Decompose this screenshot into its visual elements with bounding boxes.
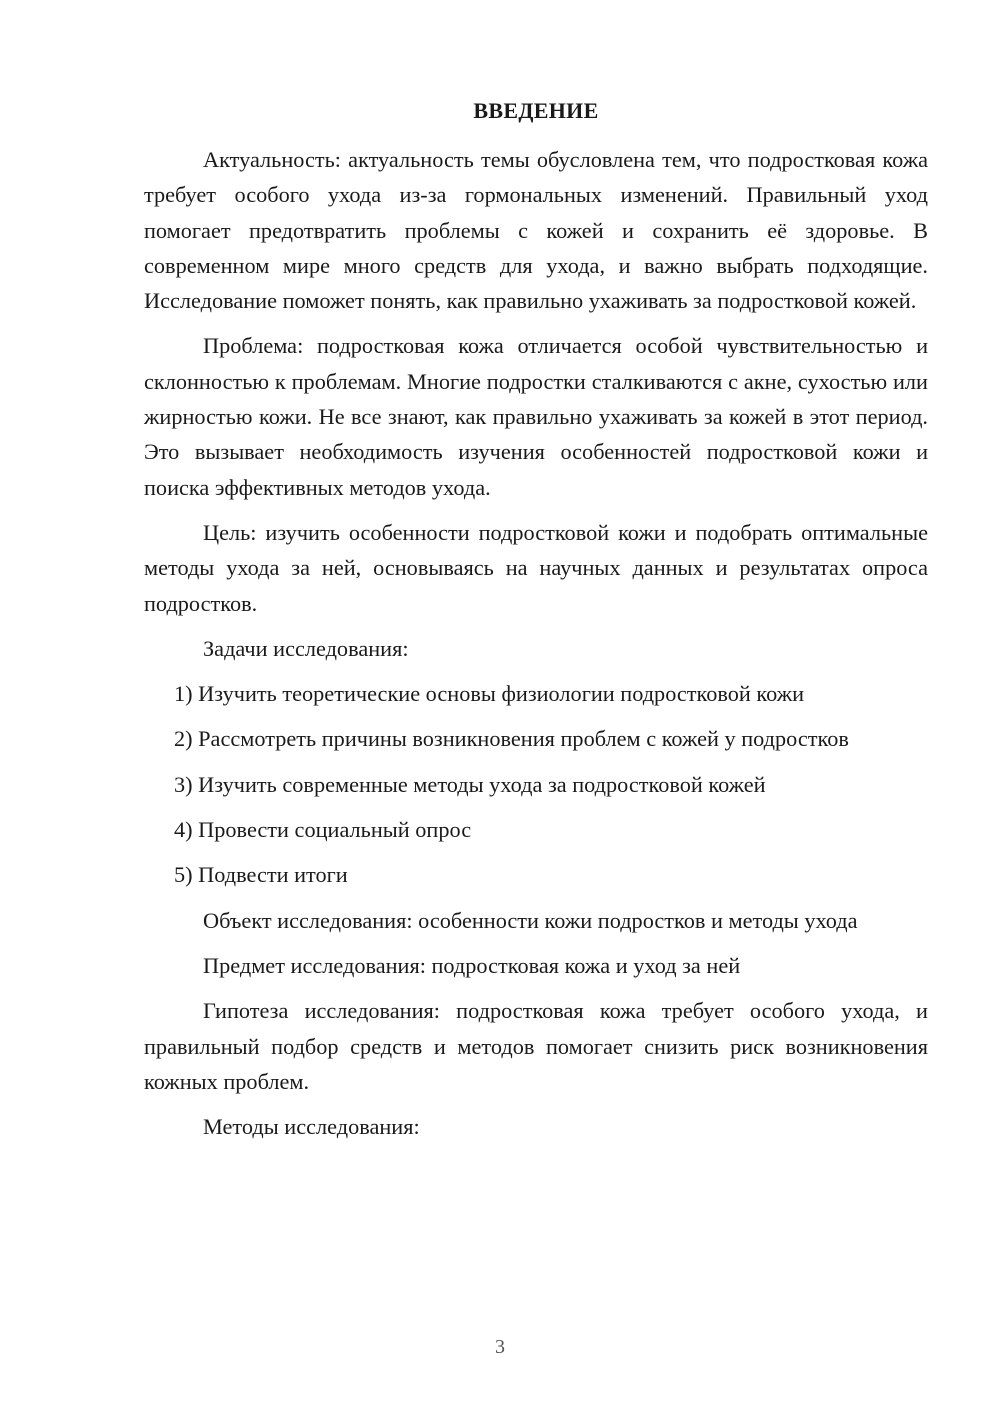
object-paragraph: Объект исследования: особенности кожи подростков и методы ухода [203, 907, 858, 933]
task-item: 4) Провести социальный опрос [174, 817, 472, 843]
document-body [144, 142, 928, 1144]
problem-paragraph: Проблема: подростковая кожа отличается особой чувствительностью и склонностью к проблемам. Многие подростки сталкиваются с акне, сухостью или жирностью кожи. Не все знают, как правильно ухаживать за кожей в этот период. Это вызывает необходимость изучения особенностей подростковой кожи и поиска эффективных методов ухода. [144, 333, 928, 500]
task-item: 3) Изучить современные методы ухода за подростковой кожей [174, 771, 766, 797]
section-title: ВВЕДЕНИЕ [473, 98, 599, 123]
task-item: 5) Подвести итоги [174, 862, 348, 888]
goal-paragraph: Цель: изучить особенности подростковой кожи и подобрать оптимальные методы ухода за ней, основываясь на научных данных и результатах опроса подростков. [144, 519, 928, 616]
hypothesis-paragraph: Гипотеза исследования: подростковая кожа требует особого ухода, и правильный подбор средств и методов помогает снизить риск возникновения кожных проблем. [144, 998, 928, 1094]
methods-heading: Методы исследования: [203, 1114, 420, 1140]
page-number: 3 [495, 1336, 505, 1358]
subject-paragraph: Предмет исследования: подростковая кожа и уход за ней [203, 952, 741, 978]
relevance-paragraph: Актуальность: актуальность темы обусловлена тем, что подростковая кожа требует особого ухода из-за гормональных изменений. Правильный уход помогает предотвратить проблемы с кожей и сохранить её здоровье. В современном мире много средств для ухода, и важно выбрать подходящие. Исследование поможет понять, как правильно ухаживать за подростковой кожей. [144, 147, 928, 314]
tasks-heading: Задачи исследования: [203, 635, 409, 661]
task-item: 1) Изучить теоретические основы физиологии подростковой кожи [174, 681, 805, 707]
task-item: 2) Рассмотреть причины возникновения проблем с кожей у подростков [174, 726, 849, 752]
